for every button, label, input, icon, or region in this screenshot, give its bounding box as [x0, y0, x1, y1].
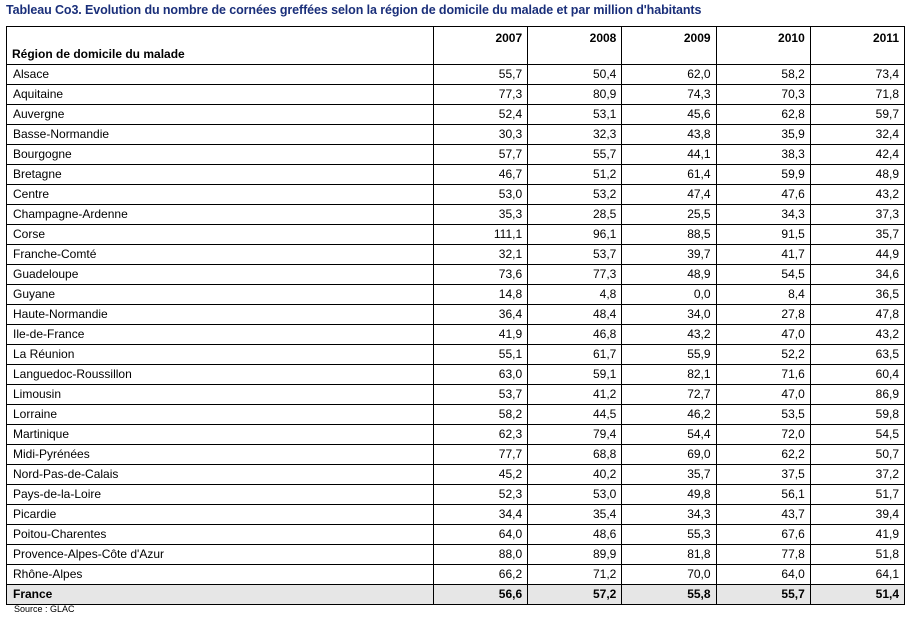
value-cell: 39,4 — [810, 505, 904, 525]
value-cell: 45,2 — [433, 465, 527, 485]
region-cell: Guadeloupe — [7, 265, 434, 285]
value-cell: 34,3 — [716, 205, 810, 225]
value-cell: 79,4 — [528, 425, 622, 445]
table-row — [7, 105, 905, 125]
value-cell: 8,4 — [716, 285, 810, 305]
value-cell: 82,1 — [622, 365, 716, 385]
value-cell: 4,8 — [528, 285, 622, 305]
value-cell: 30,3 — [433, 125, 527, 145]
table-row — [7, 385, 905, 405]
value-cell: 57,7 — [433, 145, 527, 165]
value-cell: 59,9 — [716, 165, 810, 185]
value-cell: 71,2 — [528, 565, 622, 585]
value-cell: 53,7 — [433, 385, 527, 405]
value-cell: 51,7 — [810, 485, 904, 505]
value-cell: 55,7 — [528, 145, 622, 165]
value-cell: 43,2 — [810, 185, 904, 205]
table-row — [7, 305, 905, 325]
value-cell: 54,4 — [622, 425, 716, 445]
value-cell: 48,4 — [528, 305, 622, 325]
value-cell: 0,0 — [622, 285, 716, 305]
value-cell: 44,1 — [622, 145, 716, 165]
value-cell: 73,4 — [810, 65, 904, 85]
table-row — [7, 425, 905, 445]
region-cell: Nord-Pas-de-Calais — [7, 465, 434, 485]
region-cell: Alsace — [7, 65, 434, 85]
value-cell: 77,8 — [716, 545, 810, 565]
value-cell: 53,7 — [528, 245, 622, 265]
value-cell: 55,9 — [622, 345, 716, 365]
value-cell: 35,9 — [716, 125, 810, 145]
region-cell: Guyane — [7, 285, 434, 305]
table-row — [7, 345, 905, 365]
value-cell: 25,5 — [622, 205, 716, 225]
value-cell: 32,3 — [528, 125, 622, 145]
table-row — [7, 365, 905, 385]
value-cell: 52,4 — [433, 105, 527, 125]
value-cell: 53,5 — [716, 405, 810, 425]
table-row — [7, 325, 905, 345]
value-cell: 67,6 — [716, 525, 810, 545]
table-row — [7, 245, 905, 265]
value-cell: 64,0 — [716, 565, 810, 585]
table-row — [7, 165, 905, 185]
region-cell: Picardie — [7, 505, 434, 525]
value-cell: 56,6 — [433, 585, 527, 605]
value-cell: 14,8 — [433, 285, 527, 305]
value-cell: 46,7 — [433, 165, 527, 185]
value-cell: 53,0 — [528, 485, 622, 505]
region-cell: Aquitaine — [7, 85, 434, 105]
value-cell: 58,2 — [433, 405, 527, 425]
value-cell: 43,2 — [622, 325, 716, 345]
value-cell: 91,5 — [716, 225, 810, 245]
value-cell: 63,0 — [433, 365, 527, 385]
region-column-header: Région de domicile du malade — [7, 27, 434, 65]
region-cell: Pays-de-la-Loire — [7, 485, 434, 505]
value-cell: 58,2 — [716, 65, 810, 85]
table-row — [7, 225, 905, 245]
value-cell: 51,8 — [810, 545, 904, 565]
value-cell: 46,8 — [528, 325, 622, 345]
value-cell: 53,1 — [528, 105, 622, 125]
value-cell: 89,9 — [528, 545, 622, 565]
value-cell: 47,4 — [622, 185, 716, 205]
value-cell: 50,4 — [528, 65, 622, 85]
value-cell: 47,0 — [716, 325, 810, 345]
value-cell: 41,2 — [528, 385, 622, 405]
table-row — [7, 185, 905, 205]
table-title: Tableau Co3. Evolution du nombre de cornées greffées selon la région de domicile du malade et par million d'habitants — [6, 3, 702, 17]
value-cell: 51,2 — [528, 165, 622, 185]
region-cell: Bourgogne — [7, 145, 434, 165]
total-row — [7, 585, 905, 605]
table-row — [7, 445, 905, 465]
value-cell: 39,7 — [622, 245, 716, 265]
value-cell: 48,9 — [622, 265, 716, 285]
value-cell: 53,0 — [433, 185, 527, 205]
table-row — [7, 85, 905, 105]
region-cell: France — [7, 585, 434, 605]
value-cell: 55,3 — [622, 525, 716, 545]
region-cell: Rhône-Alpes — [7, 565, 434, 585]
value-cell: 74,3 — [622, 85, 716, 105]
value-cell: 68,8 — [528, 445, 622, 465]
value-cell: 61,7 — [528, 345, 622, 365]
value-cell: 35,7 — [810, 225, 904, 245]
value-cell: 44,5 — [528, 405, 622, 425]
value-cell: 59,1 — [528, 365, 622, 385]
value-cell: 47,6 — [716, 185, 810, 205]
year-column-header: 2008 — [528, 27, 622, 65]
value-cell: 46,2 — [622, 405, 716, 425]
value-cell: 32,1 — [433, 245, 527, 265]
value-cell: 96,1 — [528, 225, 622, 245]
value-cell: 55,8 — [622, 585, 716, 605]
value-cell: 36,5 — [810, 285, 904, 305]
value-cell: 32,4 — [810, 125, 904, 145]
value-cell: 41,9 — [810, 525, 904, 545]
region-cell: Haute-Normandie — [7, 305, 434, 325]
value-cell: 62,8 — [716, 105, 810, 125]
year-column-header: 2010 — [716, 27, 810, 65]
value-cell: 53,2 — [528, 185, 622, 205]
table-row — [7, 145, 905, 165]
value-cell: 54,5 — [716, 265, 810, 285]
header-row — [7, 27, 905, 65]
value-cell: 43,8 — [622, 125, 716, 145]
region-cell: Bretagne — [7, 165, 434, 185]
value-cell: 55,1 — [433, 345, 527, 365]
table-row — [7, 265, 905, 285]
region-cell: Limousin — [7, 385, 434, 405]
region-cell: Corse — [7, 225, 434, 245]
value-cell: 59,8 — [810, 405, 904, 425]
data-table — [6, 26, 905, 605]
value-cell: 35,4 — [528, 505, 622, 525]
value-cell: 57,2 — [528, 585, 622, 605]
value-cell: 48,9 — [810, 165, 904, 185]
value-cell: 38,3 — [716, 145, 810, 165]
value-cell: 55,7 — [716, 585, 810, 605]
value-cell: 52,3 — [433, 485, 527, 505]
value-cell: 48,6 — [528, 525, 622, 545]
value-cell: 71,8 — [810, 85, 904, 105]
value-cell: 86,9 — [810, 385, 904, 405]
value-cell: 59,7 — [810, 105, 904, 125]
value-cell: 35,7 — [622, 465, 716, 485]
value-cell: 34,4 — [433, 505, 527, 525]
value-cell: 77,3 — [433, 85, 527, 105]
value-cell: 70,0 — [622, 565, 716, 585]
table-row — [7, 565, 905, 585]
region-cell: Auvergne — [7, 105, 434, 125]
value-cell: 40,2 — [528, 465, 622, 485]
value-cell: 49,8 — [622, 485, 716, 505]
value-cell: 61,4 — [622, 165, 716, 185]
value-cell: 47,0 — [716, 385, 810, 405]
value-cell: 88,0 — [433, 545, 527, 565]
value-cell: 56,1 — [716, 485, 810, 505]
table-row — [7, 545, 905, 565]
value-cell: 36,4 — [433, 305, 527, 325]
value-cell: 52,2 — [716, 345, 810, 365]
value-cell: 34,6 — [810, 265, 904, 285]
value-cell: 66,2 — [433, 565, 527, 585]
source-note: Source : GLAC — [14, 604, 75, 614]
value-cell: 34,0 — [622, 305, 716, 325]
year-column-header: 2011 — [810, 27, 904, 65]
table-row — [7, 525, 905, 545]
value-cell: 81,8 — [622, 545, 716, 565]
value-cell: 70,3 — [716, 85, 810, 105]
year-column-header: 2009 — [622, 27, 716, 65]
value-cell: 69,0 — [622, 445, 716, 465]
value-cell: 44,9 — [810, 245, 904, 265]
value-cell: 43,7 — [716, 505, 810, 525]
value-cell: 47,8 — [810, 305, 904, 325]
value-cell: 51,4 — [810, 585, 904, 605]
table-row — [7, 505, 905, 525]
table-row — [7, 465, 905, 485]
table-row — [7, 65, 905, 85]
value-cell: 111,1 — [433, 225, 527, 245]
value-cell: 64,0 — [433, 525, 527, 545]
value-cell: 27,8 — [716, 305, 810, 325]
value-cell: 62,3 — [433, 425, 527, 445]
region-cell: Ile-de-France — [7, 325, 434, 345]
value-cell: 28,5 — [528, 205, 622, 225]
value-cell: 55,7 — [433, 65, 527, 85]
value-cell: 50,7 — [810, 445, 904, 465]
region-cell: Basse-Normandie — [7, 125, 434, 145]
value-cell: 42,4 — [810, 145, 904, 165]
value-cell: 63,5 — [810, 345, 904, 365]
value-cell: 71,6 — [716, 365, 810, 385]
table-row — [7, 125, 905, 145]
value-cell: 72,0 — [716, 425, 810, 445]
year-column-header: 2007 — [433, 27, 527, 65]
region-cell: Poitou-Charentes — [7, 525, 434, 545]
value-cell: 45,6 — [622, 105, 716, 125]
value-cell: 64,1 — [810, 565, 904, 585]
value-cell: 37,2 — [810, 465, 904, 485]
value-cell: 37,5 — [716, 465, 810, 485]
value-cell: 88,5 — [622, 225, 716, 245]
value-cell: 73,6 — [433, 265, 527, 285]
region-cell: Languedoc-Roussillon — [7, 365, 434, 385]
value-cell: 54,5 — [810, 425, 904, 445]
value-cell: 43,2 — [810, 325, 904, 345]
table-row — [7, 285, 905, 305]
table-row — [7, 405, 905, 425]
table-row — [7, 205, 905, 225]
value-cell: 37,3 — [810, 205, 904, 225]
value-cell: 35,3 — [433, 205, 527, 225]
value-cell: 77,3 — [528, 265, 622, 285]
region-cell: La Réunion — [7, 345, 434, 365]
region-cell: Franche-Comté — [7, 245, 434, 265]
value-cell: 41,7 — [716, 245, 810, 265]
value-cell: 62,0 — [622, 65, 716, 85]
value-cell: 72,7 — [622, 385, 716, 405]
region-cell: Lorraine — [7, 405, 434, 425]
region-cell: Midi-Pyrénées — [7, 445, 434, 465]
region-cell: Centre — [7, 185, 434, 205]
value-cell: 80,9 — [528, 85, 622, 105]
value-cell: 62,2 — [716, 445, 810, 465]
value-cell: 60,4 — [810, 365, 904, 385]
table-row — [7, 485, 905, 505]
value-cell: 34,3 — [622, 505, 716, 525]
region-cell: Martinique — [7, 425, 434, 445]
value-cell: 41,9 — [433, 325, 527, 345]
region-cell: Provence-Alpes-Côte d'Azur — [7, 545, 434, 565]
value-cell: 77,7 — [433, 445, 527, 465]
region-cell: Champagne-Ardenne — [7, 205, 434, 225]
